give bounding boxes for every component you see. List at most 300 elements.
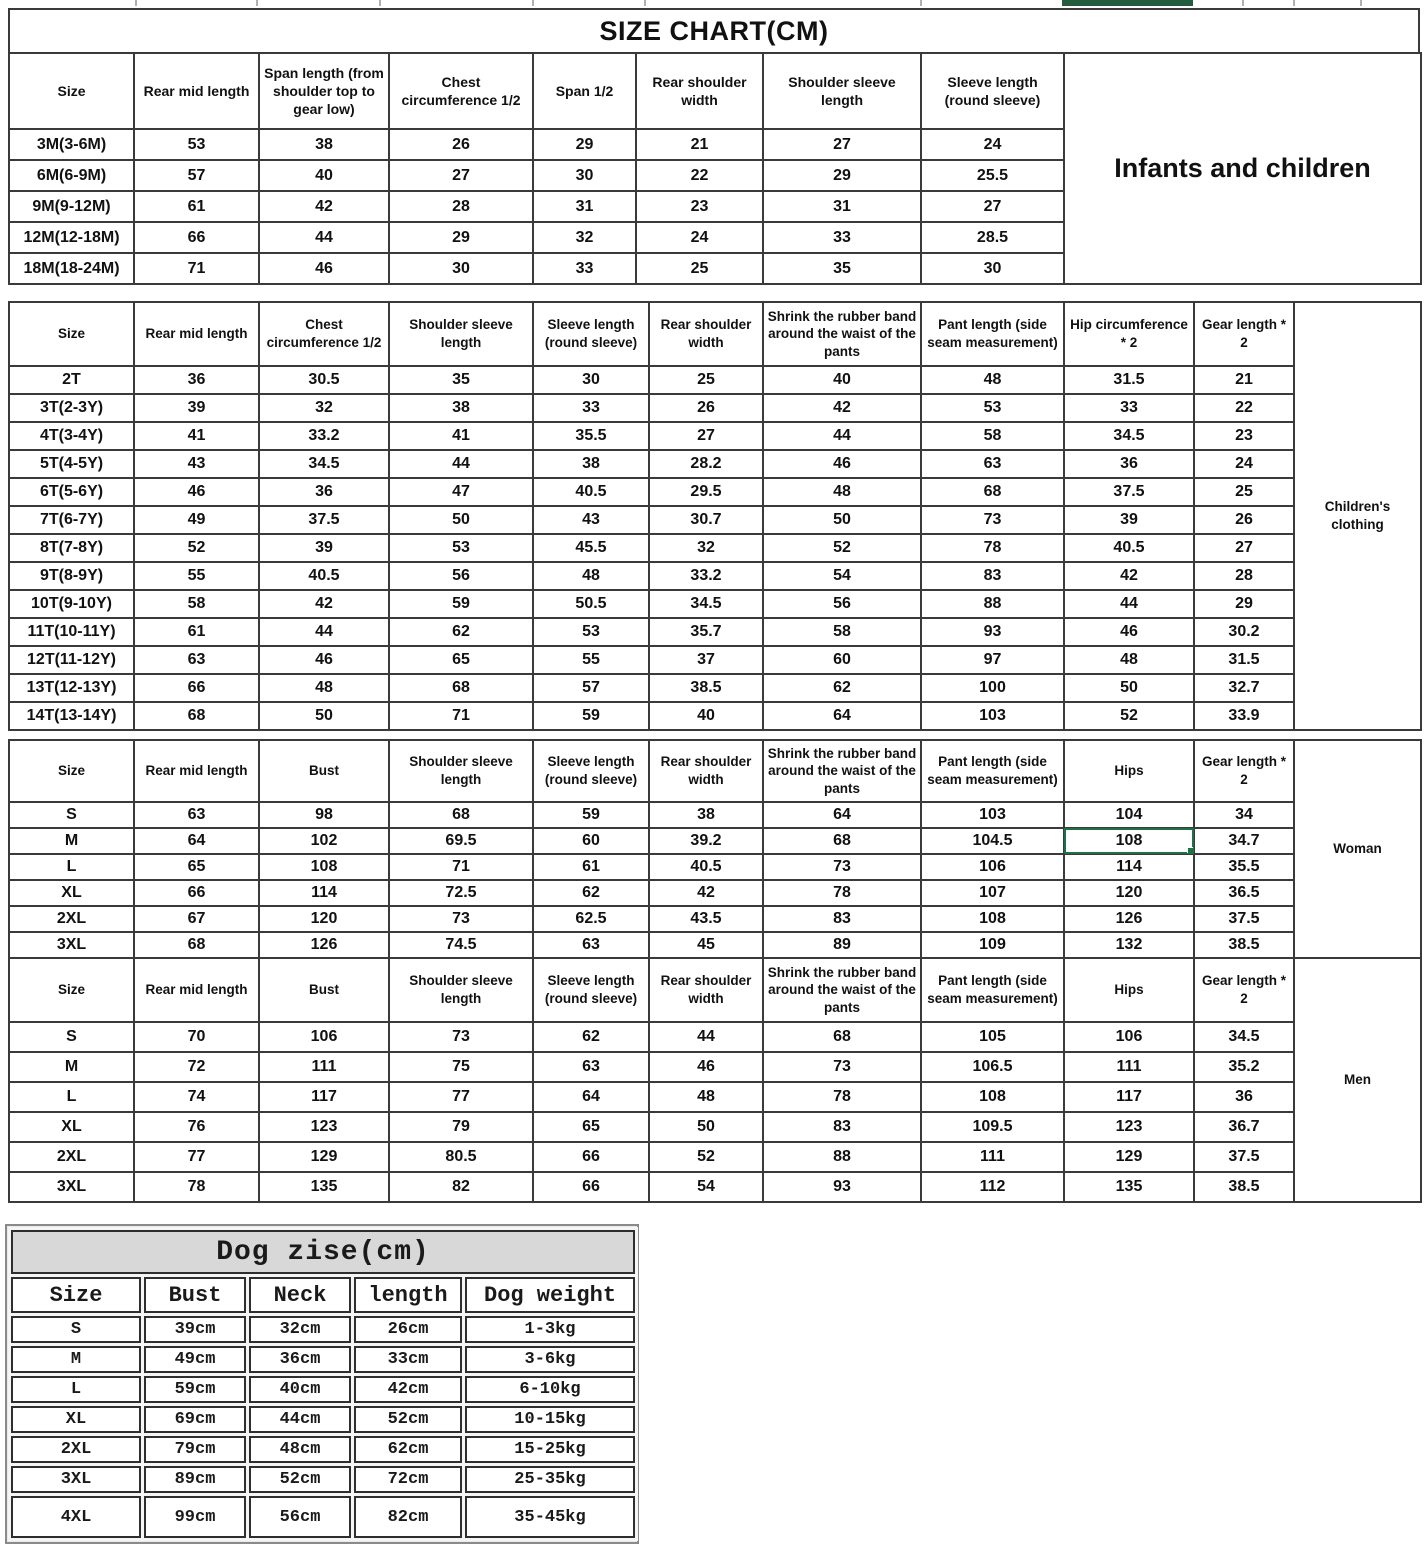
value-cell[interactable]: 27 <box>763 129 921 160</box>
value-cell[interactable]: 33 <box>533 394 649 422</box>
size-cell[interactable]: 13T(12-13Y) <box>9 674 134 702</box>
value-cell[interactable]: 49 <box>134 506 259 534</box>
value-cell[interactable]: 61 <box>533 854 649 880</box>
value-cell[interactable]: 63 <box>533 932 649 958</box>
value-cell[interactable]: 44 <box>649 1022 763 1052</box>
value-cell[interactable]: 63 <box>134 646 259 674</box>
value-cell[interactable]: 33.2 <box>649 562 763 590</box>
value-cell[interactable]: 24 <box>636 222 763 253</box>
size-cell[interactable]: 3XL <box>9 932 134 958</box>
value-cell[interactable]: 44 <box>1064 590 1194 618</box>
value-cell[interactable]: 34.7 <box>1194 828 1294 854</box>
value-cell[interactable]: 52 <box>763 534 921 562</box>
value-cell[interactable]: 32.7 <box>1194 674 1294 702</box>
value-cell[interactable]: 64 <box>533 1082 649 1112</box>
size-cell[interactable]: 9T(8-9Y) <box>9 562 134 590</box>
size-cell[interactable]: 10T(9-10Y) <box>9 590 134 618</box>
size-cell[interactable]: 6T(5-6Y) <box>9 478 134 506</box>
value-cell[interactable]: 69.5 <box>389 828 533 854</box>
value-cell[interactable]: 109 <box>921 932 1064 958</box>
value-cell[interactable]: 102 <box>259 828 389 854</box>
col-header-rear-shoulder-width[interactable]: Rear shoulder width <box>649 958 763 1022</box>
value-cell[interactable]: 32 <box>259 394 389 422</box>
col-header-rear-mid-length[interactable]: Rear mid length <box>134 958 259 1022</box>
size-cell[interactable]: XL <box>9 880 134 906</box>
size-cell[interactable]: 12M(12-18M) <box>9 222 134 253</box>
value-cell[interactable]: 106 <box>259 1022 389 1052</box>
value-cell[interactable]: 35 <box>763 253 921 284</box>
value-cell[interactable]: 22 <box>636 160 763 191</box>
value-cell[interactable]: 132 <box>1064 932 1194 958</box>
size-cell[interactable]: 8T(7-8Y) <box>9 534 134 562</box>
value-cell[interactable]: 43 <box>134 450 259 478</box>
value-cell[interactable]: 53 <box>389 534 533 562</box>
value-cell[interactable]: 75 <box>389 1052 533 1082</box>
value-cell[interactable]: 31 <box>763 191 921 222</box>
value-cell[interactable]: 58 <box>763 618 921 646</box>
value-cell[interactable]: 24 <box>1194 450 1294 478</box>
value-cell[interactable]: 34.5 <box>1194 1022 1294 1052</box>
value-cell[interactable]: 30 <box>533 160 636 191</box>
value-cell[interactable]: 33 <box>533 253 636 284</box>
value-cell[interactable]: 54 <box>649 1172 763 1202</box>
value-cell[interactable]: 64 <box>763 702 921 730</box>
value-cell[interactable]: 39 <box>1064 506 1194 534</box>
value-cell[interactable]: 66 <box>533 1142 649 1172</box>
value-cell[interactable]: 129 <box>1064 1142 1194 1172</box>
value-cell[interactable]: 53 <box>134 129 259 160</box>
value-cell[interactable]: 61 <box>134 618 259 646</box>
size-cell[interactable]: 5T(4-5Y) <box>9 450 134 478</box>
col-header-rear-mid-length[interactable]: Rear mid length <box>134 302 259 366</box>
value-cell[interactable]: 76 <box>134 1112 259 1142</box>
value-cell[interactable]: 97 <box>921 646 1064 674</box>
value-cell[interactable]: 35.5 <box>1194 854 1294 880</box>
value-cell[interactable]: 100 <box>921 674 1064 702</box>
value-cell[interactable]: 36.7 <box>1194 1112 1294 1142</box>
size-cell[interactable]: 4T(3-4Y) <box>9 422 134 450</box>
col-header-rear-shoulder-width[interactable]: Rear shoulder width <box>649 740 763 802</box>
size-cell[interactable]: 2T <box>9 366 134 394</box>
value-cell[interactable]: 36 <box>134 366 259 394</box>
col-header-gear-length-2[interactable]: Gear length * 2 <box>1194 958 1294 1022</box>
value-cell[interactable]: 59 <box>533 702 649 730</box>
value-cell[interactable]: 21 <box>1194 366 1294 394</box>
value-cell[interactable]: 63 <box>921 450 1064 478</box>
value-cell[interactable]: 111 <box>1064 1052 1194 1082</box>
value-cell[interactable]: 105 <box>921 1022 1064 1052</box>
value-cell[interactable]: 123 <box>259 1112 389 1142</box>
value-cell[interactable]: 34.5 <box>1064 422 1194 450</box>
value-cell[interactable]: 62 <box>389 618 533 646</box>
value-cell[interactable]: 66 <box>134 880 259 906</box>
value-cell[interactable]: 78 <box>763 880 921 906</box>
value-cell[interactable]: 68 <box>389 802 533 828</box>
value-cell[interactable]: 48 <box>259 674 389 702</box>
value-cell[interactable]: 27 <box>1194 534 1294 562</box>
value-cell[interactable]: 98 <box>259 802 389 828</box>
size-cell[interactable]: 14T(13-14Y) <box>9 702 134 730</box>
value-cell[interactable]: 77 <box>134 1142 259 1172</box>
value-cell[interactable]: 27 <box>921 191 1064 222</box>
value-cell[interactable]: 37.5 <box>1064 478 1194 506</box>
value-cell[interactable]: 68 <box>763 1022 921 1052</box>
value-cell[interactable]: 73 <box>763 854 921 880</box>
size-cell[interactable]: 6M(6-9M) <box>9 160 134 191</box>
value-cell[interactable]: 80.5 <box>389 1142 533 1172</box>
value-cell[interactable]: 38 <box>533 450 649 478</box>
value-cell[interactable]: 31 <box>533 191 636 222</box>
value-cell[interactable]: 46 <box>649 1052 763 1082</box>
value-cell[interactable]: 109.5 <box>921 1112 1064 1142</box>
value-cell[interactable]: 37 <box>649 646 763 674</box>
value-cell[interactable]: 71 <box>389 854 533 880</box>
value-cell[interactable]: 83 <box>921 562 1064 590</box>
value-cell[interactable]: 57 <box>134 160 259 191</box>
value-cell[interactable]: 50 <box>763 506 921 534</box>
value-cell[interactable]: 65 <box>389 646 533 674</box>
value-cell[interactable]: 50 <box>1064 674 1194 702</box>
col-header-pant-length-side-seam-measuremen[interactable]: Pant length (side seam measurement) <box>921 958 1064 1022</box>
col-header-rear-shoulder-width[interactable]: Rear shoulder width <box>649 302 763 366</box>
value-cell[interactable]: 71 <box>389 702 533 730</box>
value-cell[interactable]: 32 <box>533 222 636 253</box>
value-cell[interactable]: 60 <box>763 646 921 674</box>
value-cell[interactable]: 106 <box>1064 1022 1194 1052</box>
col-header-sleeve-length-round-sleeve[interactable]: Sleeve length (round sleeve) <box>533 302 649 366</box>
value-cell[interactable]: 24 <box>921 129 1064 160</box>
value-cell[interactable]: 111 <box>921 1142 1064 1172</box>
value-cell[interactable]: 59 <box>533 802 649 828</box>
size-cell[interactable]: 12T(11-12Y) <box>9 646 134 674</box>
value-cell[interactable]: 64 <box>763 802 921 828</box>
value-cell[interactable]: 36 <box>1194 1082 1294 1112</box>
value-cell[interactable]: 37.5 <box>1194 906 1294 932</box>
size-cell[interactable]: S <box>9 802 134 828</box>
value-cell[interactable]: 72.5 <box>389 880 533 906</box>
value-cell[interactable]: 22 <box>1194 394 1294 422</box>
value-cell[interactable]: 42 <box>763 394 921 422</box>
size-cell[interactable]: 2XL <box>9 906 134 932</box>
value-cell[interactable]: 53 <box>921 394 1064 422</box>
value-cell[interactable]: 38 <box>389 394 533 422</box>
value-cell[interactable]: 123 <box>1064 1112 1194 1142</box>
value-cell[interactable]: 106 <box>921 854 1064 880</box>
value-cell[interactable]: 38 <box>259 129 389 160</box>
value-cell[interactable]: 73 <box>389 906 533 932</box>
value-cell[interactable]: 103 <box>921 802 1064 828</box>
col-header-size[interactable]: Size <box>9 302 134 366</box>
value-cell[interactable]: 28 <box>389 191 533 222</box>
value-cell[interactable]: 62 <box>533 880 649 906</box>
value-cell[interactable]: 48 <box>533 562 649 590</box>
value-cell[interactable]: 67 <box>134 906 259 932</box>
value-cell[interactable]: 68 <box>389 674 533 702</box>
col-header-bust[interactable]: Bust <box>259 958 389 1022</box>
size-cell[interactable]: 2XL <box>9 1142 134 1172</box>
value-cell[interactable]: 56 <box>389 562 533 590</box>
value-cell[interactable]: 52 <box>1064 702 1194 730</box>
value-cell[interactable]: 43.5 <box>649 906 763 932</box>
value-cell[interactable]: 32 <box>649 534 763 562</box>
value-cell[interactable]: 48 <box>1064 646 1194 674</box>
value-cell[interactable]: 52 <box>134 534 259 562</box>
value-cell[interactable]: 27 <box>649 422 763 450</box>
value-cell[interactable]: 34.5 <box>259 450 389 478</box>
value-cell[interactable]: 46 <box>763 450 921 478</box>
value-cell[interactable]: 89 <box>763 932 921 958</box>
col-header-rear-mid-length[interactable]: Rear mid length <box>134 53 259 129</box>
col-header-shoulder-sleeve-length[interactable]: Shoulder sleeve length <box>389 302 533 366</box>
value-cell[interactable]: 31.5 <box>1194 646 1294 674</box>
value-cell[interactable]: 27 <box>389 160 533 191</box>
col-header-hip-circumference-2[interactable]: Hip circumference * 2 <box>1064 302 1194 366</box>
value-cell[interactable]: 25 <box>649 366 763 394</box>
value-cell[interactable]: 73 <box>763 1052 921 1082</box>
value-cell[interactable]: 61 <box>134 191 259 222</box>
value-cell[interactable]: 126 <box>1064 906 1194 932</box>
value-cell[interactable]: 50 <box>389 506 533 534</box>
value-cell[interactable]: 40.5 <box>533 478 649 506</box>
col-header-size[interactable]: Size <box>9 53 134 129</box>
value-cell[interactable]: 108 <box>259 854 389 880</box>
col-header-rear-shoulder-width[interactable]: Rear shoulder width <box>636 53 763 129</box>
value-cell[interactable]: 25.5 <box>921 160 1064 191</box>
value-cell[interactable]: 108 <box>921 1082 1064 1112</box>
value-cell[interactable]: 135 <box>259 1172 389 1202</box>
value-cell[interactable]: 29.5 <box>649 478 763 506</box>
value-cell[interactable]: 29 <box>533 129 636 160</box>
value-cell[interactable]: 74.5 <box>389 932 533 958</box>
value-cell[interactable]: 28.5 <box>921 222 1064 253</box>
col-header-hips[interactable]: Hips <box>1064 740 1194 802</box>
value-cell[interactable]: 46 <box>134 478 259 506</box>
selected-cell[interactable]: 108 <box>1064 828 1194 854</box>
value-cell[interactable]: 62 <box>763 674 921 702</box>
value-cell[interactable]: 107 <box>921 880 1064 906</box>
size-cell[interactable]: L <box>9 854 134 880</box>
size-cell[interactable]: 3M(3-6M) <box>9 129 134 160</box>
value-cell[interactable]: 47 <box>389 478 533 506</box>
value-cell[interactable]: 78 <box>134 1172 259 1202</box>
col-header-bust[interactable]: Bust <box>259 740 389 802</box>
value-cell[interactable]: 117 <box>259 1082 389 1112</box>
value-cell[interactable]: 43 <box>533 506 649 534</box>
size-cell[interactable]: L <box>9 1082 134 1112</box>
value-cell[interactable]: 50.5 <box>533 590 649 618</box>
value-cell[interactable]: 111 <box>259 1052 389 1082</box>
size-cell[interactable]: XL <box>9 1112 134 1142</box>
size-cell[interactable]: 3XL <box>9 1172 134 1202</box>
value-cell[interactable]: 53 <box>533 618 649 646</box>
value-cell[interactable]: 73 <box>921 506 1064 534</box>
col-header-gear-length-2[interactable]: Gear length * 2 <box>1194 740 1294 802</box>
value-cell[interactable]: 33 <box>1064 394 1194 422</box>
value-cell[interactable]: 30.7 <box>649 506 763 534</box>
value-cell[interactable]: 70 <box>134 1022 259 1052</box>
value-cell[interactable]: 68 <box>921 478 1064 506</box>
value-cell[interactable]: 56 <box>763 590 921 618</box>
value-cell[interactable]: 29 <box>763 160 921 191</box>
size-cell[interactable]: 7T(6-7Y) <box>9 506 134 534</box>
value-cell[interactable]: 23 <box>636 191 763 222</box>
value-cell[interactable]: 62.5 <box>533 906 649 932</box>
value-cell[interactable]: 36.5 <box>1194 880 1294 906</box>
value-cell[interactable]: 33 <box>763 222 921 253</box>
col-header-size[interactable]: Size <box>9 740 134 802</box>
col-header-sleeve-length-round-sleeve[interactable]: Sleeve length (round sleeve) <box>533 958 649 1022</box>
value-cell[interactable]: 73 <box>389 1022 533 1052</box>
value-cell[interactable]: 35.7 <box>649 618 763 646</box>
value-cell[interactable]: 93 <box>921 618 1064 646</box>
col-header-span-length-from-shoulder-top-to[interactable]: Span length (from shoulder top to gear low) <box>259 53 389 129</box>
col-header-span-1-2[interactable]: Span 1/2 <box>533 53 636 129</box>
value-cell[interactable]: 71 <box>134 253 259 284</box>
value-cell[interactable]: 54 <box>763 562 921 590</box>
value-cell[interactable]: 30 <box>533 366 649 394</box>
value-cell[interactable]: 34.5 <box>649 590 763 618</box>
value-cell[interactable]: 50 <box>649 1112 763 1142</box>
value-cell[interactable]: 45.5 <box>533 534 649 562</box>
value-cell[interactable]: 129 <box>259 1142 389 1172</box>
value-cell[interactable]: 66 <box>533 1172 649 1202</box>
value-cell[interactable]: 37.5 <box>1194 1142 1294 1172</box>
value-cell[interactable]: 46 <box>259 646 389 674</box>
value-cell[interactable]: 26 <box>389 129 533 160</box>
value-cell[interactable]: 30.5 <box>259 366 389 394</box>
value-cell[interactable]: 88 <box>921 590 1064 618</box>
value-cell[interactable]: 65 <box>134 854 259 880</box>
value-cell[interactable]: 29 <box>1194 590 1294 618</box>
value-cell[interactable]: 33.9 <box>1194 702 1294 730</box>
value-cell[interactable]: 57 <box>533 674 649 702</box>
value-cell[interactable]: 41 <box>389 422 533 450</box>
value-cell[interactable]: 38.5 <box>649 674 763 702</box>
value-cell[interactable]: 77 <box>389 1082 533 1112</box>
value-cell[interactable]: 23 <box>1194 422 1294 450</box>
value-cell[interactable]: 112 <box>921 1172 1064 1202</box>
value-cell[interactable]: 126 <box>259 932 389 958</box>
value-cell[interactable]: 93 <box>763 1172 921 1202</box>
value-cell[interactable]: 40.5 <box>1064 534 1194 562</box>
value-cell[interactable]: 29 <box>389 222 533 253</box>
value-cell[interactable]: 28.2 <box>649 450 763 478</box>
value-cell[interactable]: 35.5 <box>533 422 649 450</box>
col-header-chest-circumference-1-2[interactable]: Chest circumference 1/2 <box>389 53 533 129</box>
value-cell[interactable]: 34 <box>1194 802 1294 828</box>
value-cell[interactable]: 117 <box>1064 1082 1194 1112</box>
value-cell[interactable]: 63 <box>134 802 259 828</box>
value-cell[interactable]: 48 <box>649 1082 763 1112</box>
value-cell[interactable]: 35 <box>389 366 533 394</box>
col-header-size[interactable]: Size <box>9 958 134 1022</box>
value-cell[interactable]: 35.2 <box>1194 1052 1294 1082</box>
size-cell[interactable]: 9M(9-12M) <box>9 191 134 222</box>
value-cell[interactable]: 44 <box>259 222 389 253</box>
value-cell[interactable]: 30 <box>389 253 533 284</box>
col-header-shrink-the-rubber-band-around-th[interactable]: Shrink the rubber band around the waist of the pants <box>763 740 921 802</box>
value-cell[interactable]: 39 <box>134 394 259 422</box>
value-cell[interactable]: 25 <box>636 253 763 284</box>
value-cell[interactable]: 42 <box>649 880 763 906</box>
value-cell[interactable]: 38.5 <box>1194 932 1294 958</box>
value-cell[interactable]: 40 <box>259 160 389 191</box>
value-cell[interactable]: 83 <box>763 906 921 932</box>
value-cell[interactable]: 64 <box>134 828 259 854</box>
value-cell[interactable]: 79 <box>389 1112 533 1142</box>
value-cell[interactable]: 103 <box>921 702 1064 730</box>
value-cell[interactable]: 42 <box>1064 562 1194 590</box>
value-cell[interactable]: 74 <box>134 1082 259 1112</box>
value-cell[interactable]: 68 <box>134 702 259 730</box>
value-cell[interactable]: 26 <box>1194 506 1294 534</box>
col-header-shrink-the-rubber-band-around-th[interactable]: Shrink the rubber band around the waist of the pants <box>763 958 921 1022</box>
value-cell[interactable]: 26 <box>649 394 763 422</box>
size-cell[interactable]: M <box>9 828 134 854</box>
value-cell[interactable]: 135 <box>1064 1172 1194 1202</box>
value-cell[interactable]: 55 <box>533 646 649 674</box>
value-cell[interactable]: 40.5 <box>259 562 389 590</box>
col-header-chest-circumference-1-2[interactable]: Chest circumference 1/2 <box>259 302 389 366</box>
value-cell[interactable]: 38.5 <box>1194 1172 1294 1202</box>
col-header-shoulder-sleeve-length[interactable]: Shoulder sleeve length <box>389 958 533 1022</box>
size-cell[interactable]: 11T(10-11Y) <box>9 618 134 646</box>
value-cell[interactable]: 42 <box>259 590 389 618</box>
value-cell[interactable]: 25 <box>1194 478 1294 506</box>
value-cell[interactable]: 68 <box>134 932 259 958</box>
col-header-shoulder-sleeve-length[interactable]: Shoulder sleeve length <box>389 740 533 802</box>
value-cell[interactable]: 78 <box>921 534 1064 562</box>
value-cell[interactable]: 120 <box>1064 880 1194 906</box>
value-cell[interactable]: 30 <box>921 253 1064 284</box>
value-cell[interactable]: 72 <box>134 1052 259 1082</box>
col-header-gear-length-2[interactable]: Gear length * 2 <box>1194 302 1294 366</box>
col-header-sleeve-length-round-sleeve[interactable]: Sleeve length (round sleeve) <box>533 740 649 802</box>
value-cell[interactable]: 42 <box>259 191 389 222</box>
value-cell[interactable]: 60 <box>533 828 649 854</box>
value-cell[interactable]: 114 <box>1064 854 1194 880</box>
value-cell[interactable]: 104.5 <box>921 828 1064 854</box>
value-cell[interactable]: 44 <box>259 618 389 646</box>
value-cell[interactable]: 36 <box>259 478 389 506</box>
value-cell[interactable]: 31.5 <box>1064 366 1194 394</box>
col-header-rear-mid-length[interactable]: Rear mid length <box>134 740 259 802</box>
col-header-hips[interactable]: Hips <box>1064 958 1194 1022</box>
value-cell[interactable]: 30.2 <box>1194 618 1294 646</box>
value-cell[interactable]: 65 <box>533 1112 649 1142</box>
value-cell[interactable]: 50 <box>259 702 389 730</box>
value-cell[interactable]: 82 <box>389 1172 533 1202</box>
value-cell[interactable]: 39 <box>259 534 389 562</box>
value-cell[interactable]: 46 <box>1064 618 1194 646</box>
col-header-pant-length-side-seam-measuremen[interactable]: Pant length (side seam measurement) <box>921 740 1064 802</box>
value-cell[interactable]: 48 <box>763 478 921 506</box>
value-cell[interactable]: 108 <box>921 906 1064 932</box>
col-header-shoulder-sleeve-length[interactable]: Shoulder sleeve length <box>763 53 921 129</box>
size-cell[interactable]: S <box>9 1022 134 1052</box>
size-cell[interactable]: 18M(18-24M) <box>9 253 134 284</box>
value-cell[interactable]: 55 <box>134 562 259 590</box>
value-cell[interactable]: 62 <box>533 1022 649 1052</box>
value-cell[interactable]: 78 <box>763 1082 921 1112</box>
value-cell[interactable]: 21 <box>636 129 763 160</box>
col-header-shrink-the-rubber-band-around-th[interactable]: Shrink the rubber band around the waist of the pants <box>763 302 921 366</box>
value-cell[interactable]: 44 <box>389 450 533 478</box>
value-cell[interactable]: 48 <box>921 366 1064 394</box>
value-cell[interactable]: 104 <box>1064 802 1194 828</box>
value-cell[interactable]: 88 <box>763 1142 921 1172</box>
value-cell[interactable]: 106.5 <box>921 1052 1064 1082</box>
